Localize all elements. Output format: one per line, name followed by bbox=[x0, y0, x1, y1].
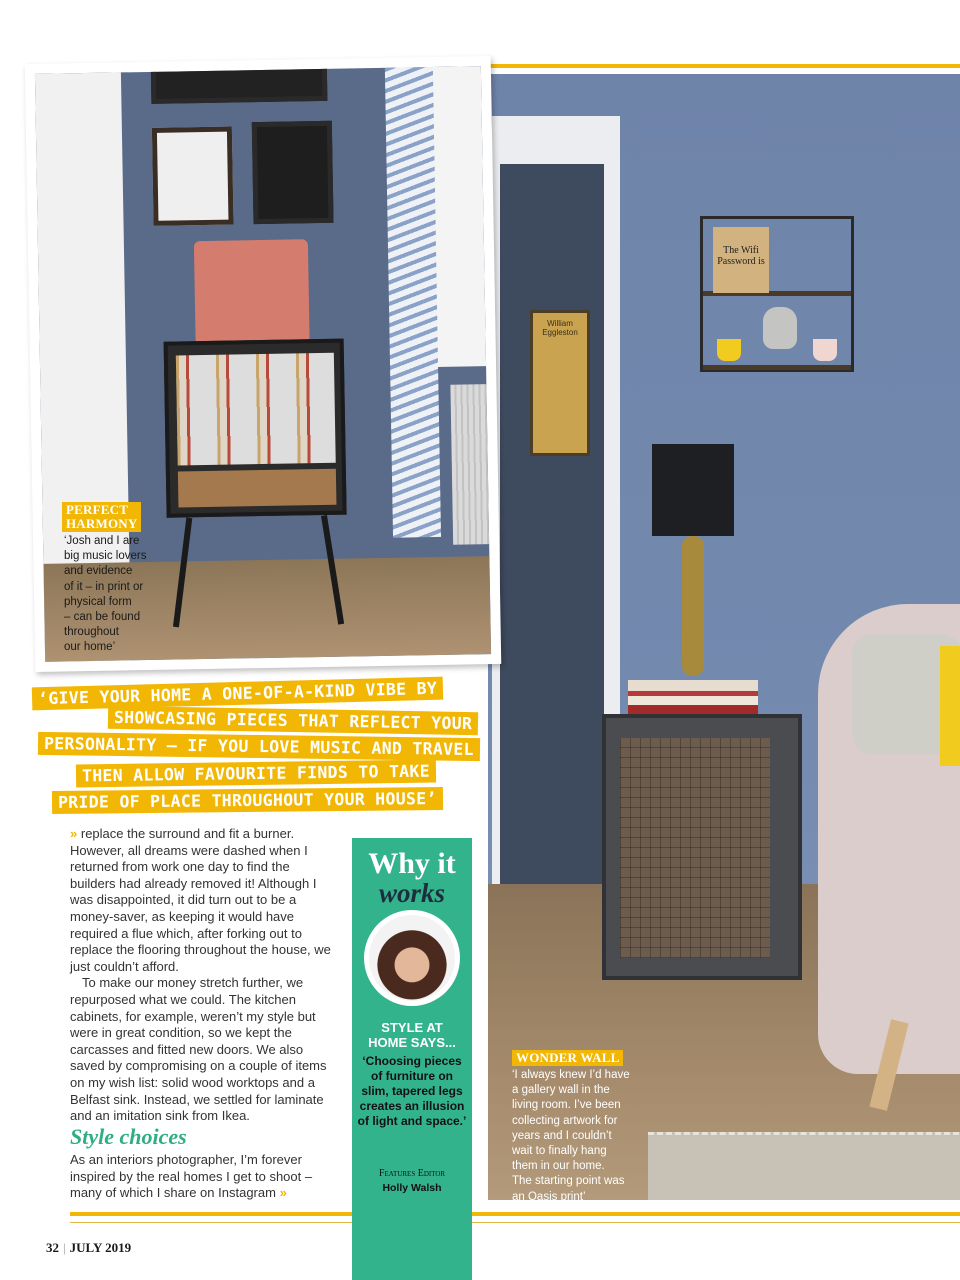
framed-photo bbox=[152, 127, 234, 226]
page-folio bbox=[46, 1240, 131, 1256]
yellow-plant-pot bbox=[717, 339, 741, 361]
editor-face bbox=[369, 915, 455, 1001]
paragraph-text: replace the surround and fit a burner. However, all dreams were dashed when I returned from work one day to find the builders had already removed it! Although I was disappointed, it did turn out to be a money-saver, as keeping it would have required a flue which, after forking out to replace the flooring throughout the house, we just couldn’t afford. bbox=[70, 826, 331, 974]
editor-portrait bbox=[364, 910, 460, 1006]
caption-line: ‘I always knew I’d have bbox=[512, 1069, 630, 1081]
page-number: 32 bbox=[46, 1240, 59, 1255]
pull-quote-line: PERSONALITY – IF YOU LOVE MUSIC AND TRAVEL bbox=[38, 732, 480, 761]
top-rule bbox=[486, 64, 960, 68]
body-text bbox=[70, 826, 332, 1125]
wall-shelf bbox=[700, 216, 854, 372]
hallway-poster bbox=[530, 310, 590, 456]
caption-line: wait to finally hang bbox=[512, 1145, 607, 1158]
caption-line: of it – in print or bbox=[64, 580, 144, 593]
caption-line: an Oasis print’ bbox=[512, 1190, 586, 1203]
caption-perfect-harmony bbox=[64, 534, 214, 656]
hallway bbox=[500, 164, 604, 974]
bottom-rule bbox=[70, 1212, 960, 1216]
paragraph bbox=[70, 1152, 332, 1202]
paragraph bbox=[70, 975, 332, 1124]
yellow-cushion bbox=[940, 646, 960, 766]
caption-line: living room. I’ve been bbox=[512, 1099, 621, 1112]
says-line: STYLE AT bbox=[381, 1020, 443, 1035]
caption-line: The starting point was bbox=[512, 1175, 625, 1188]
lamp-shade bbox=[652, 444, 734, 536]
editor-role: Features Editor bbox=[378, 1168, 446, 1179]
buddha-planter bbox=[763, 307, 797, 349]
caption-label-perfect-harmony bbox=[62, 502, 141, 532]
framed-print-top bbox=[151, 66, 328, 104]
framed-oasis-print bbox=[252, 121, 334, 224]
folio-separator: | bbox=[63, 1240, 66, 1255]
pull-quote-line: THEN ALLOW FAVOURITE FINDS TO TAKE bbox=[76, 759, 436, 787]
bottom-rule-thin bbox=[70, 1222, 960, 1223]
vinyl-records bbox=[176, 353, 336, 466]
cabinet-drawer bbox=[178, 469, 337, 508]
pink-plant-pot bbox=[813, 339, 837, 361]
stacked-books bbox=[628, 680, 758, 716]
next-arrow-icon: » bbox=[279, 1185, 287, 1201]
caption-line: years and I couldn’t bbox=[512, 1129, 612, 1142]
caption-line: collecting artwork for bbox=[512, 1114, 618, 1127]
pull-quote-line: SHOWCASING PIECES THAT REFLECT YOUR bbox=[108, 706, 479, 735]
poster-title: William Eggleston bbox=[542, 319, 578, 337]
editor-name: Holly Walsh bbox=[382, 1182, 442, 1194]
caption-line: our home’ bbox=[64, 641, 116, 654]
pull-quote-line: ‘GIVE YOUR HOME A ONE-OF-A-KIND VIBE BY bbox=[32, 677, 444, 711]
style-at-home-says bbox=[352, 1020, 472, 1050]
radiator bbox=[450, 384, 489, 545]
patterned-curtain bbox=[385, 67, 441, 538]
caption-line: big music lovers bbox=[64, 550, 147, 563]
caption-line: throughout bbox=[64, 626, 119, 639]
caption-label-line: PERFECT bbox=[66, 502, 129, 517]
caption-line: physical form bbox=[64, 595, 132, 608]
cabinet-mesh-door bbox=[620, 738, 770, 958]
paragraph-text: As an interiors photographer, I’m forever inspired by the real homes I get to shoot – many of which I share on Instagram bbox=[70, 1152, 313, 1201]
caption-line: ‘Josh and I are bbox=[64, 535, 140, 547]
editor-quote: ‘Choosing pieces of furniture on slim, tapered legs creates an illusion of light and space.’ bbox=[357, 1054, 467, 1128]
caption-line: – can be found bbox=[64, 611, 141, 624]
paragraph-text: To make our money stretch further, we repurposed what we could. The kitchen cabinets, for example, weren’t my style but were in great condition, so we kept the carcasses and fitted new doors. We also saved by compromising on a couple of items on my wish list: solid wood worktops and a Belfast sink. Instead, we settled for laminate and an imitation sink from Ikea. bbox=[70, 975, 327, 1124]
wifi-sign: The Wifi Password is bbox=[713, 227, 769, 293]
says-line: HOME SAYS... bbox=[368, 1035, 456, 1050]
record-player bbox=[194, 239, 310, 345]
why-it-works-box bbox=[352, 838, 472, 1280]
caption-line: and evidence bbox=[64, 565, 133, 578]
mesh-cabinet bbox=[602, 714, 802, 980]
caption-wonder-wall bbox=[512, 1068, 672, 1205]
subhead-style-choices: Style choices bbox=[70, 1124, 187, 1149]
continue-arrow-icon: » bbox=[70, 826, 78, 841]
rug bbox=[648, 1132, 960, 1200]
living-room-photo bbox=[488, 74, 960, 1200]
issue-date: JULY 2019 bbox=[69, 1240, 132, 1255]
caption-line: a gallery wall in the bbox=[512, 1084, 610, 1097]
caption-label-line: HARMONY bbox=[66, 516, 138, 531]
paragraph bbox=[70, 826, 332, 975]
works-title: works bbox=[378, 878, 446, 908]
caption-label-wonder-wall: WONDER WALL bbox=[512, 1050, 623, 1066]
caption-line: them in our home. bbox=[512, 1160, 605, 1173]
cactus-lamp-base bbox=[682, 536, 704, 676]
why-it-title: Why it bbox=[368, 847, 456, 880]
pull-quote-line: PRIDE OF PLACE THROUGHOUT YOUR HOUSE’ bbox=[52, 787, 443, 814]
shelf-board bbox=[703, 365, 851, 370]
vinyl-cabinet bbox=[164, 339, 347, 518]
